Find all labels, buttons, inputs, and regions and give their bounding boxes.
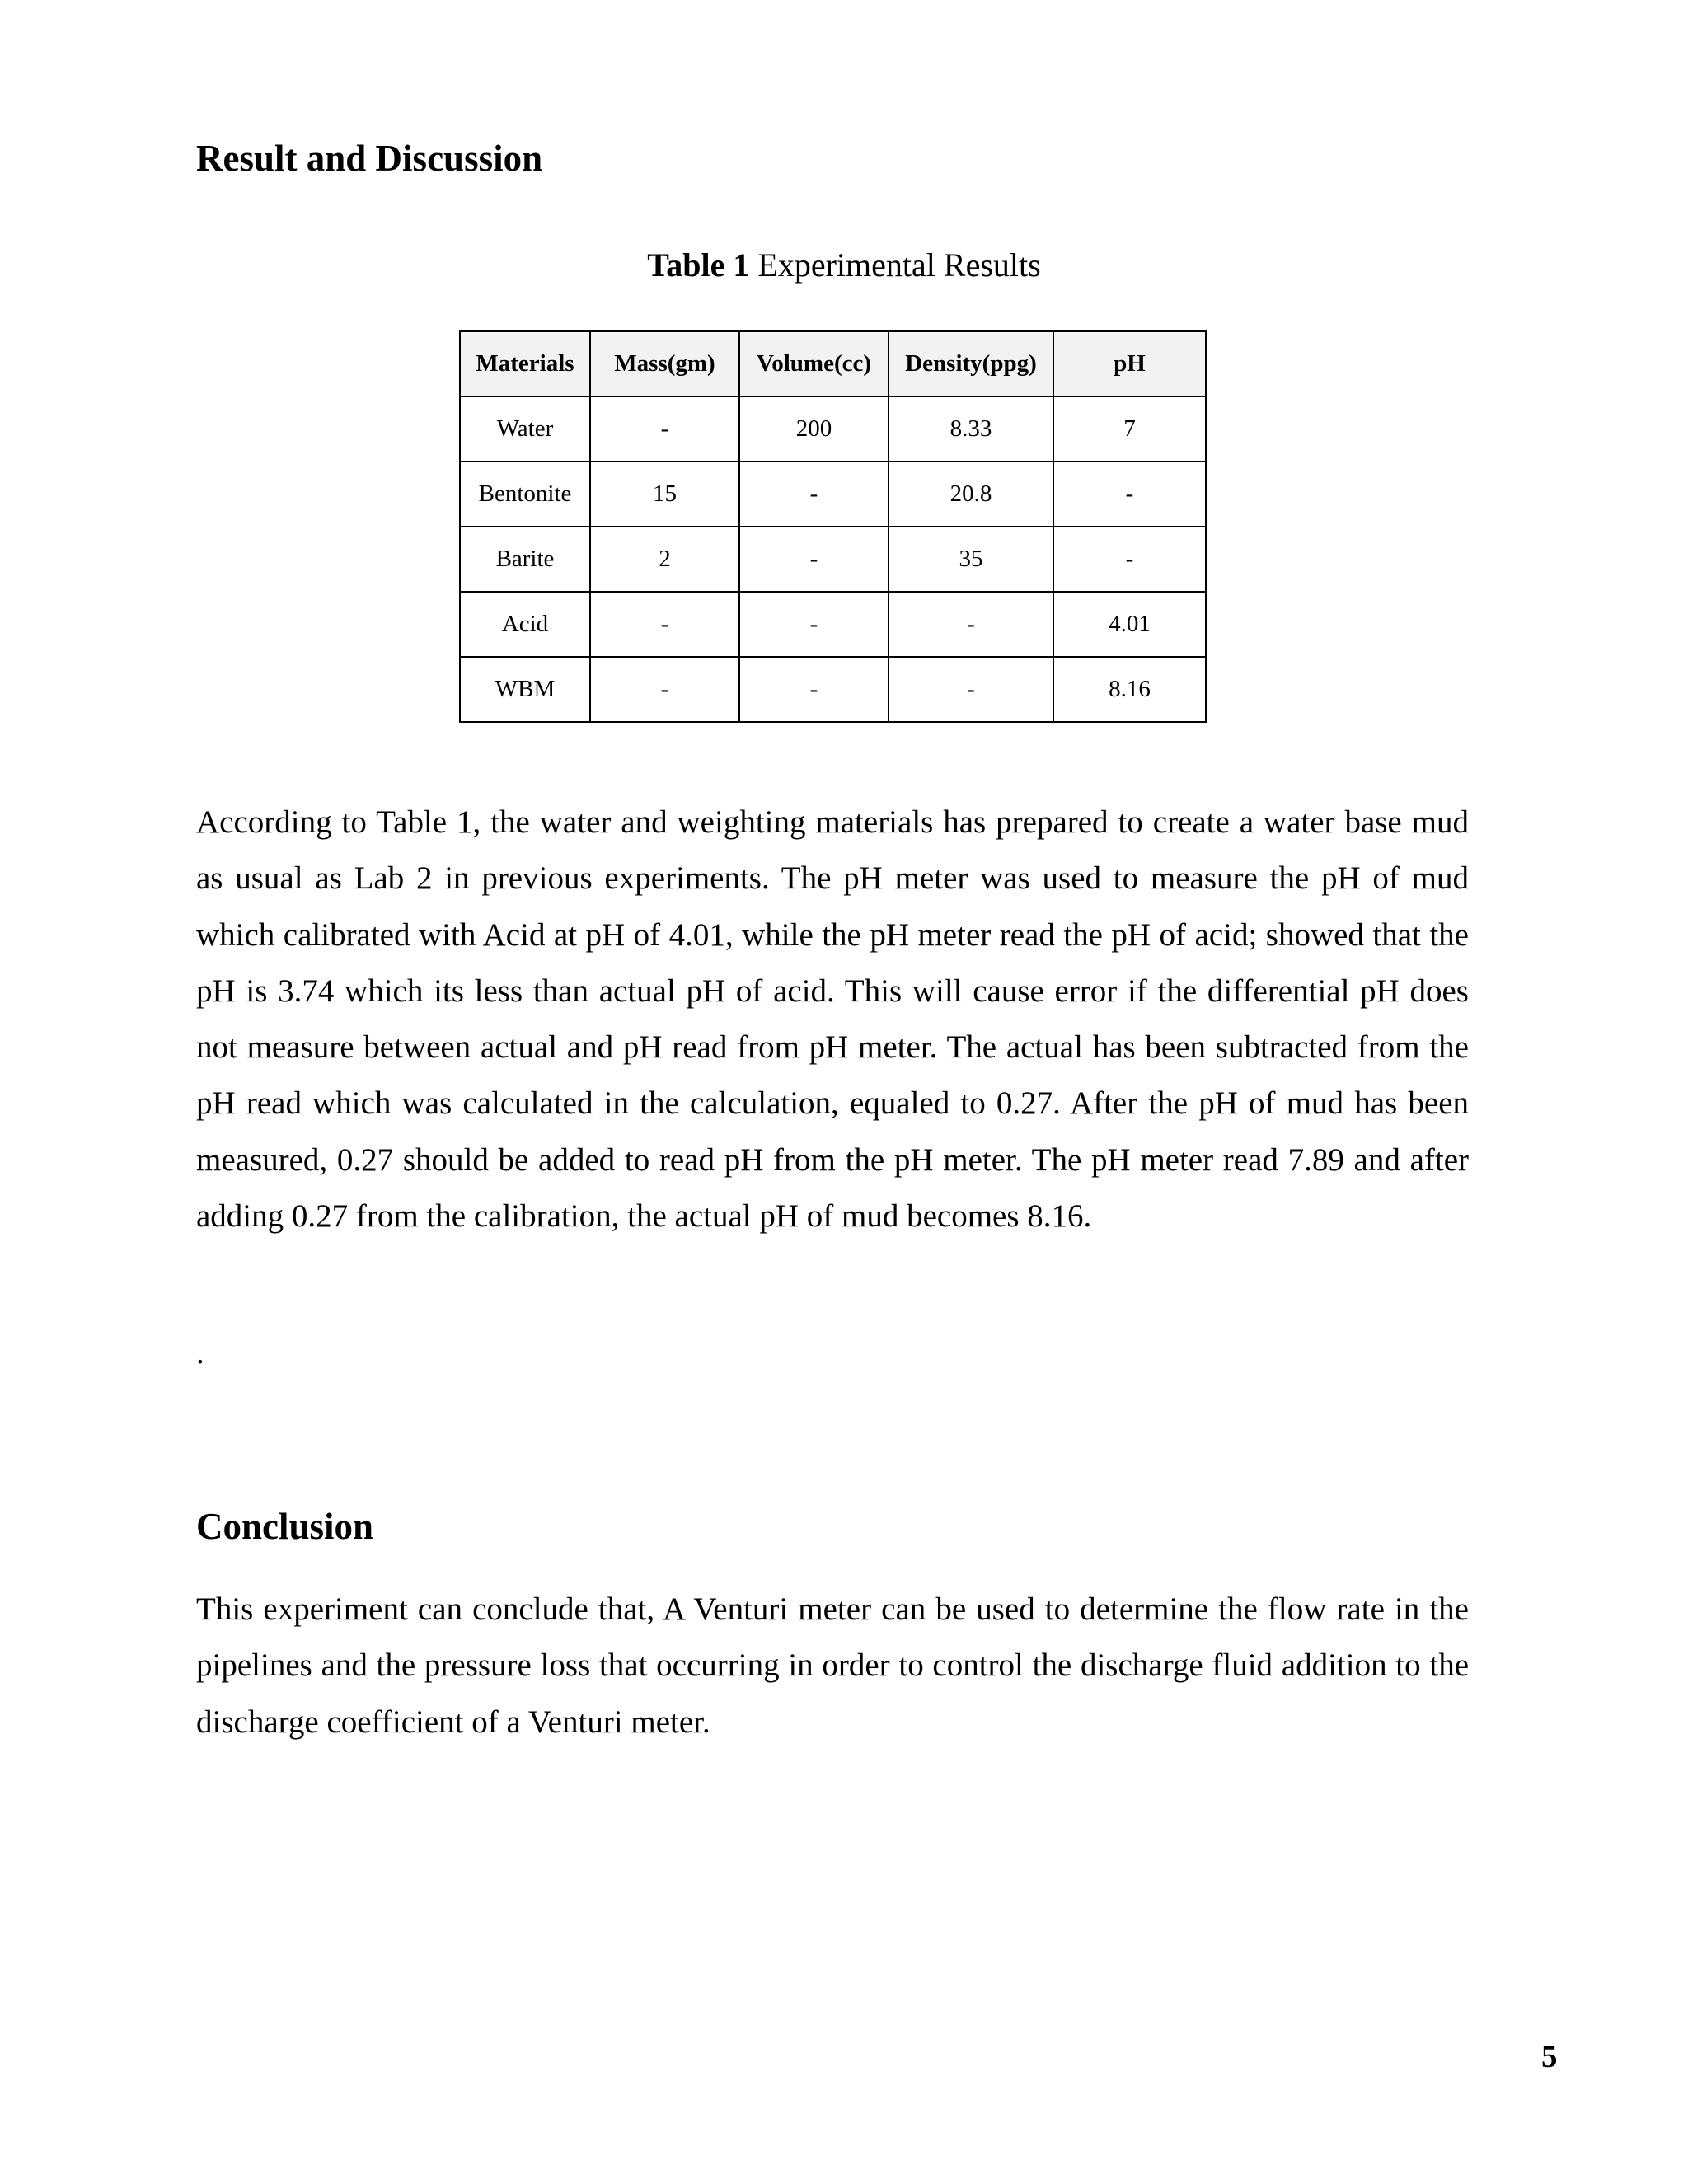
table-header-row [460, 331, 1206, 396]
column-header-volume: Volume(cc) [739, 331, 889, 396]
table-cell: 2 [590, 527, 739, 592]
discussion-paragraph: According to Table 1, the water and weighting materials has prepared to create a water base mud as usual as Lab 2 in previous experiments. The pH meter was used to measure the pH of mud which calibrated with Acid at pH of 4.01, while the pH meter read the pH of acid; showed that the pH is 3.74 which its less than actual pH of acid. This will cause error if the differential pH does not measure between actual and pH read from pH meter. The actual has been subtracted from the pH read which was calculated in the calculation, equaled to 0.27. After the pH of mud has been measured, 0.27 should be added to read pH from the pH meter. The pH meter read 7.89 and after adding 0.27 from the calibration, the actual pH of mud becomes 8.16. [196, 804, 1469, 1235]
table-row [460, 657, 1206, 722]
table-cell: - [739, 657, 889, 722]
table-cell: 7 [1053, 396, 1206, 462]
table-cell: - [1053, 527, 1206, 592]
section-heading-conclusion: Conclusion [196, 1506, 374, 1547]
column-header-mass: Mass(gm) [590, 331, 739, 396]
table-cell: Barite [460, 527, 590, 592]
table-cell: 35 [889, 527, 1053, 592]
table-caption [0, 246, 1688, 284]
table-row [460, 527, 1206, 592]
table-cell: WBM [460, 657, 590, 722]
table-caption-label: Table 1 [647, 246, 750, 284]
table-cell: - [590, 396, 739, 462]
table-row [460, 396, 1206, 462]
table-cell: Water [460, 396, 590, 462]
table-caption-text: Experimental Results [749, 246, 1041, 284]
experimental-results-table [459, 330, 1207, 723]
page-number: 5 [1541, 2039, 1558, 2074]
table-row [460, 592, 1206, 657]
column-header-density: Density(ppg) [889, 331, 1053, 396]
column-header-ph: pH [1053, 331, 1206, 396]
table-cell: - [739, 462, 889, 527]
column-header-materials: Materials [460, 331, 590, 396]
stray-period: . [196, 1335, 204, 1371]
table-cell: 15 [590, 462, 739, 527]
table-cell: - [889, 657, 1053, 722]
table-cell: 200 [739, 396, 889, 462]
table-row [460, 462, 1206, 527]
table-cell: Acid [460, 592, 590, 657]
conclusion-paragraph: This experiment can conclude that, A Venturi meter can be used to determine the flow rate in the pipelines and the pressure loss that occurring in order to control the discharge fluid addition to the discharge coefficient of a Venturi meter. [196, 1591, 1469, 1740]
section-heading-result-discussion: Result and Discussion [196, 138, 543, 179]
table-cell: 4.01 [1053, 592, 1206, 657]
table-cell: - [889, 592, 1053, 657]
table-cell: - [1053, 462, 1206, 527]
table-cell: 20.8 [889, 462, 1053, 527]
table-cell: - [739, 592, 889, 657]
table-cell: - [739, 527, 889, 592]
table-cell: - [590, 592, 739, 657]
table-cell: Bentonite [460, 462, 590, 527]
table-cell: 8.33 [889, 396, 1053, 462]
table-cell: - [590, 657, 739, 722]
table-cell: 8.16 [1053, 657, 1206, 722]
